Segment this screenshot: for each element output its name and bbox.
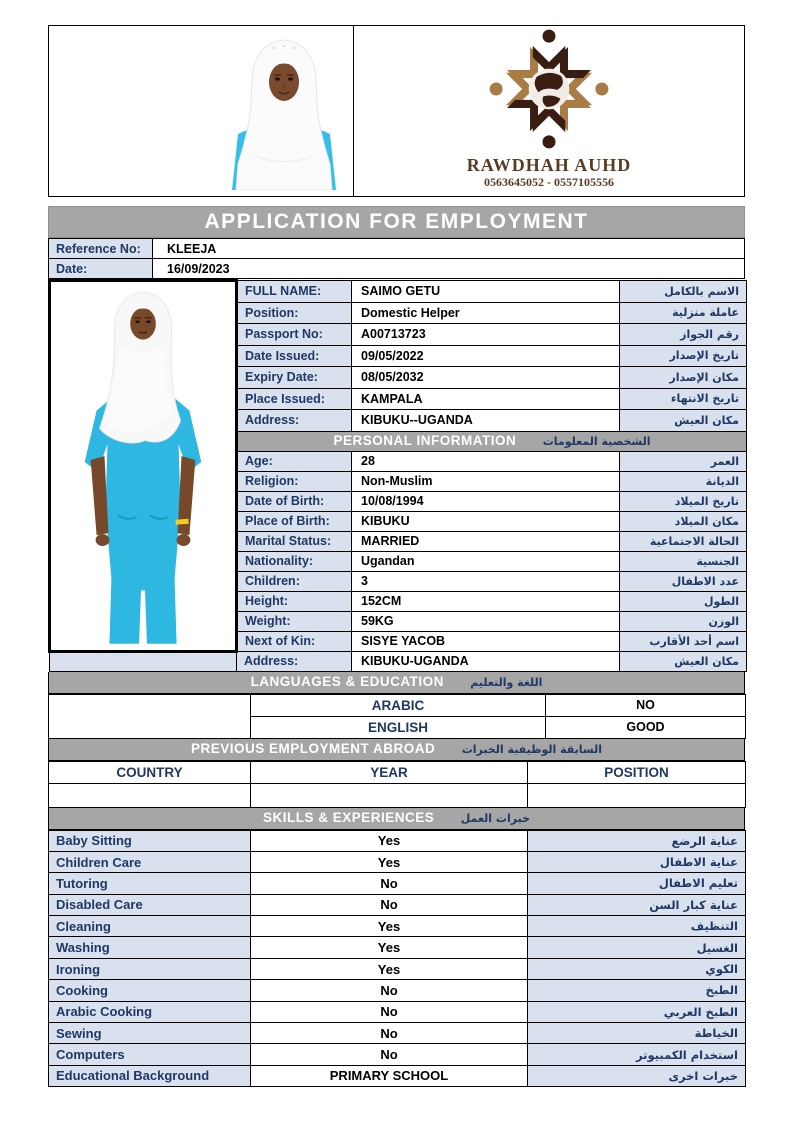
table-row [49,851,746,872]
agency-logo [488,28,610,150]
field-label-arabic: تاريخ الإصدار [620,345,747,367]
field-label-arabic: الحالة الاجتماعية [620,531,747,551]
field-value: 09/05/2022 [352,345,620,367]
field-label: Date of Birth: [237,491,352,511]
field-label-arabic: مكان العيش [620,651,747,671]
section-title-arabic: الشخصية المعلومات [542,435,651,448]
date-label: Date: [49,259,153,279]
field-value: Domestic Helper [352,302,620,324]
field-label: Height: [237,591,352,611]
reference-value: KLEEJA [153,239,745,259]
empty-cell [49,783,251,807]
field-value: Ugandan [352,551,620,571]
field-label-arabic: تاريخ الميلاد [620,491,747,511]
field-label-arabic: الجنسية [620,551,747,571]
field-label-arabic: الوزن [620,611,747,631]
skill-value: No [251,980,528,1001]
skill-value: No [251,1001,528,1022]
section-title-arabic: اللغة والتعليم [470,675,543,689]
skill-label: Tutoring [49,873,251,894]
skill-label-arabic: الطبخ [528,980,746,1001]
table-row [49,894,746,915]
skill-label: Cleaning [49,916,251,937]
field-label: Passport No: [237,324,352,346]
agency-phone-numbers: 0563645052 - 0557105556 [484,175,614,189]
field-value: A00713723 [352,324,620,346]
personal-details-table [48,279,747,672]
table-row [49,916,746,937]
field-value: 3 [352,571,620,591]
skill-label: Washing [49,937,251,958]
field-label: Address: [237,410,352,432]
field-label-arabic: مكان العيش [620,410,747,432]
skill-value: No [251,1044,528,1065]
section-title-arabic: السابقة الوظيفية الخبرات [461,742,603,756]
field-label-arabic: الديانة [620,471,747,491]
page-title: APPLICATION FOR EMPLOYMENT [48,206,745,238]
field-label: Expiry Date: [237,367,352,389]
section-title-arabic: خبرات العمل [460,811,530,825]
field-value: SAIMO GETU [352,281,620,303]
field-label: Address: [237,651,352,671]
empty-cell [528,783,746,807]
table-row [49,873,746,894]
applicant-fullbody-photo [50,281,237,652]
table-row [49,1023,746,1044]
table-row [49,259,745,279]
field-value: KAMPALA [352,388,620,410]
skill-label-arabic: عناية الاطفال [528,851,746,872]
field-label: Place Issued: [237,388,352,410]
table-row [49,783,746,807]
field-value: MARRIED [352,531,620,551]
skill-label-arabic: استخدام الكمبيوتر [528,1044,746,1065]
table-row [49,958,746,979]
reference-table [48,238,745,279]
field-value: 08/05/2032 [352,367,620,389]
table-row [49,980,746,1001]
field-label-arabic: مكان الإصدار [620,367,747,389]
personal-information-header [237,431,747,451]
skill-value: No [251,1023,528,1044]
table-row [50,281,747,303]
skill-value: PRIMARY SCHOOL [251,1065,528,1086]
reference-label: Reference No: [49,239,153,259]
column-header: POSITION [528,761,746,783]
column-header: COUNTRY [49,761,251,783]
field-label-arabic: رقم الجواز [620,324,747,346]
skill-value: Yes [251,937,528,958]
field-value: 28 [352,451,620,471]
skill-value: No [251,894,528,915]
skill-label: Computers [49,1044,251,1065]
skill-label-arabic: عناية الرضع [528,830,746,851]
empty-left-cell [49,694,251,738]
field-label-arabic: العمر [620,451,747,471]
field-label: Marital Status: [237,531,352,551]
field-label-arabic: مكان الميلاد [620,511,747,531]
table-row [49,937,746,958]
table-row [49,694,746,716]
table-row [49,1065,746,1086]
field-label-arabic: اسم أحد الأقارب [620,631,747,651]
header [48,25,745,197]
language-level: NO [546,694,746,716]
field-label-arabic: الطول [620,591,747,611]
skill-label: Children Care [49,851,251,872]
field-value: 59KG [352,611,620,631]
skills-table [48,830,746,1088]
language-name: ARABIC [251,694,546,716]
applicant-headshot-photo [49,26,354,196]
languages-table [48,694,746,739]
field-label: Position: [237,302,352,324]
skill-value: Yes [251,851,528,872]
date-value: 16/09/2023 [153,259,745,279]
fullbody-illustration-icon [64,282,222,644]
field-label: Religion: [237,471,352,491]
field-value: KIBUKU-UGANDA [352,651,620,671]
field-value: 10/08/1994 [352,491,620,511]
employment-table [48,761,746,808]
empty-left-cell [50,651,237,671]
skill-label: Cooking [49,980,251,1001]
skill-label: Educational Background [49,1065,251,1086]
empty-cell [251,783,528,807]
language-name: ENGLISH [251,716,546,738]
field-label-arabic: عاملة منزلية [620,302,747,324]
field-value: 152CM [352,591,620,611]
table-header-row [49,761,746,783]
field-value: KIBUKU [352,511,620,531]
skill-label-arabic: الخياطة [528,1023,746,1044]
skill-value: Yes [251,958,528,979]
headshot-illustration-icon [224,34,344,190]
field-label-arabic: عدد الاطفال [620,571,747,591]
table-row [49,830,746,851]
skill-label: Sewing [49,1023,251,1044]
skills-experiences-header [48,808,745,830]
field-label: Weight: [237,611,352,631]
section-title: PERSONAL INFORMATION [333,433,517,448]
column-header: YEAR [251,761,528,783]
section-title: PREVIOUS EMPLOYMENT ABROAD [190,740,436,756]
field-label-arabic: تاريخ الانتهاء [620,388,747,410]
table-row [49,1044,746,1065]
field-value: KIBUKU--UGANDA [352,410,620,432]
table-row [50,651,747,671]
skill-value: Yes [251,916,528,937]
skill-label-arabic: الكوي [528,958,746,979]
field-label: Nationality: [237,551,352,571]
agency-logo-box [354,26,744,196]
field-value: Non-Muslim [352,471,620,491]
skill-label-arabic: تعليم الاطفال [528,873,746,894]
field-value: SISYE YACOB [352,631,620,651]
field-label: Children: [237,571,352,591]
field-label-arabic: الاسم بالكامل [620,281,747,303]
field-label: Next of Kin: [237,631,352,651]
field-label: Place of Birth: [237,511,352,531]
skill-label: Disabled Care [49,894,251,915]
field-label: Age: [237,451,352,471]
skill-label-arabic: عناية كبار السن [528,894,746,915]
languages-education-header [48,672,745,694]
table-row [49,1001,746,1022]
section-title: SKILLS & EXPERIENCES [263,809,435,825]
field-label: FULL NAME: [237,281,352,303]
skill-value: No [251,873,528,894]
section-title: LANGUAGES & EDUCATION [250,673,444,689]
agency-name: RAWDHAH AUHD [466,155,632,175]
skill-label: Ironing [49,958,251,979]
skill-label-arabic: خبرات اخرى [528,1065,746,1086]
skill-value: Yes [251,830,528,851]
skill-label: Baby Sitting [49,830,251,851]
language-level: GOOD [546,716,746,738]
skill-label-arabic: التنظيف [528,916,746,937]
skill-label-arabic: الغسيل [528,937,746,958]
skill-label: Arabic Cooking [49,1001,251,1022]
previous-employment-header [48,739,745,761]
skill-label-arabic: الطبخ العربي [528,1001,746,1022]
field-label: Date Issued: [237,345,352,367]
table-row [49,239,745,259]
